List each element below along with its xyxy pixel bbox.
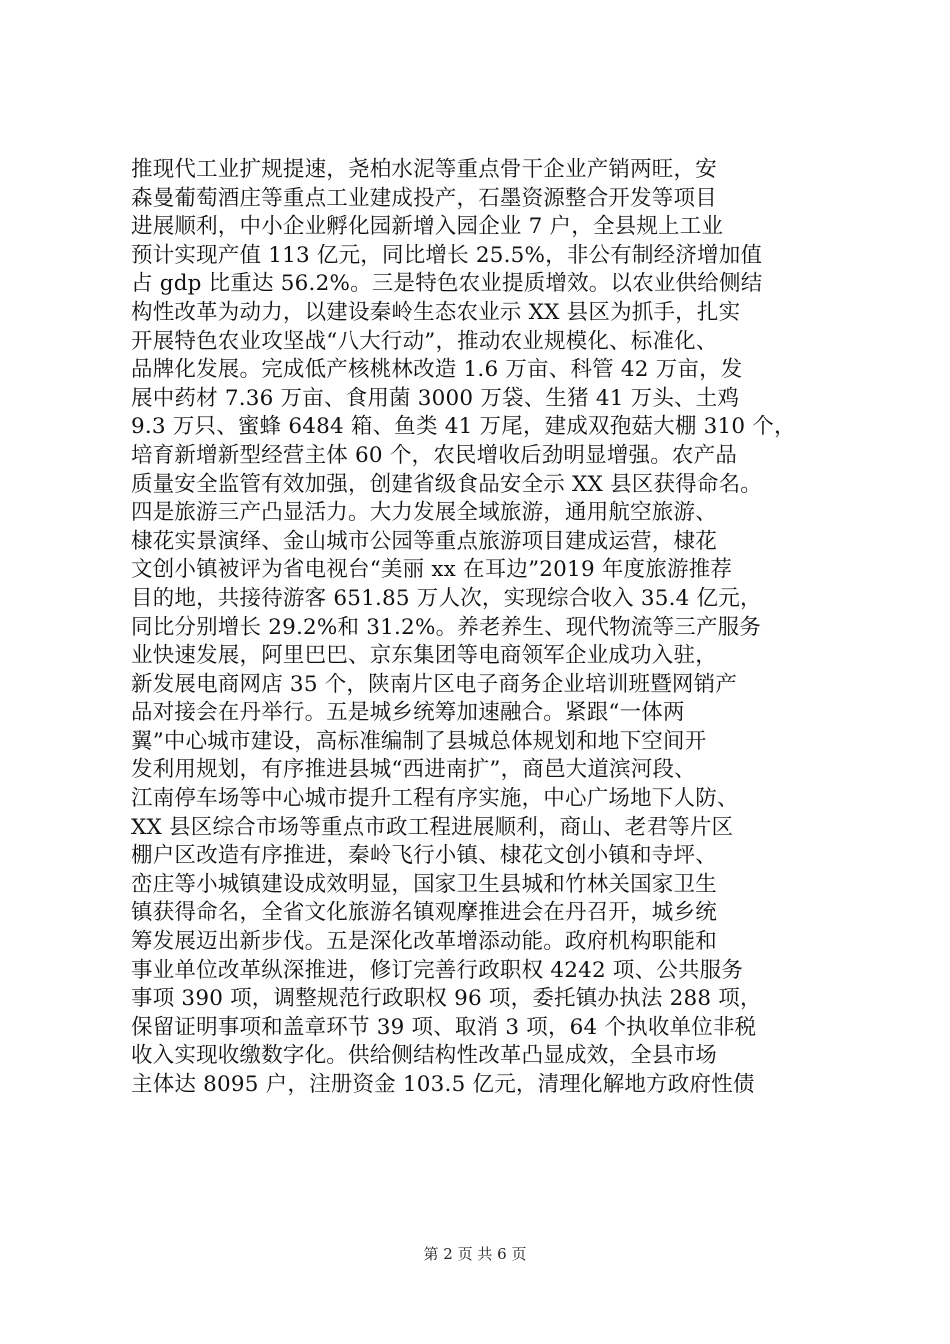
- text-line: 构性改革为动力，以建设秦岭生态农业示 XX 县区为抓手，扎实: [131, 299, 741, 325]
- page-footer: 第 2 页 共 6 页: [423, 1245, 527, 1263]
- text-line: 进展顺利，中小企业孵化园新增入园企业 7 户，全县规上工业: [131, 214, 724, 240]
- text-line: XX 县区综合市场等重点市政工程进展顺利，商山、老君等片区: [131, 814, 734, 840]
- text-line: 同比分别增长 29.2%和 31.2%。养老养生、现代物流等三产服务: [131, 614, 762, 640]
- text-line: 新发展电商网店 35 个，陕南片区电子商务企业培训班暨网销产: [131, 671, 738, 697]
- text-line: 开展特色农业攻坚战“八大行动”，推动农业规模化、标准化、: [131, 328, 718, 354]
- text-line: 业快速发展，阿里巴巴、京东集团等电商领军企业成功入驻，: [131, 643, 717, 669]
- text-line: 峦庄等小城镇建设成效明显，国家卫生县城和竹林关国家卫生: [131, 871, 717, 897]
- text-line: 主体达 8095 户，注册资金 103.5 亿元，清理化解地方政府性债: [131, 1072, 755, 1097]
- text-line: 推现代工业扩规提速，尧柏水泥等重点骨干企业产销两旺，安: [131, 157, 717, 182]
- body-text: [131, 156, 831, 1100]
- text-line: 翼”中心城市建设，高标准编制了县城总体规划和地下空间开: [131, 728, 707, 754]
- text-line: 目的地，共接待游客 651.85 万人次，实现综合收入 35.4 亿元，: [131, 585, 762, 611]
- text-line: 培育新增新型经营主体 60 个，农民增收后劲明显增强。农产品: [131, 442, 738, 468]
- text-line: 收入实现收缴数字化。供给侧结构性改革凸显成效，全县市场: [131, 1043, 717, 1069]
- text-line: 筹发展迈出新步伐。五是深化改革增添动能。政府机构职能和: [131, 929, 717, 955]
- text-line: 棣花实景演绎、金山城市公园等重点旅游项目建成运营，棣花: [131, 528, 717, 554]
- text-line: 预计实现产值 113 亿元，同比增长 25.5%，非公有制经济增加值: [131, 242, 763, 268]
- text-line: 事业单位改革纵深推进，修订完善行政职权 4242 项、公共服务: [131, 957, 744, 983]
- text-line: 品牌化发展。完成低产核桃林改造 1.6 万亩、科管 42 万亩，发: [131, 357, 743, 383]
- text-line: 保留证明事项和盖章环节 39 项、取消 3 项，64 个执收单位非税: [131, 1014, 757, 1040]
- text-line: 镇获得命名，全省文化旅游名镇观摩推进会在丹召开，城乡统: [131, 900, 717, 926]
- text-line: 展中药材 7.36 万亩、食用菌 3000 万袋、生猪 41 万头、土鸡: [131, 385, 740, 411]
- text-line: 发利用规划，有序推进县城“西进南扩”，商邑大道滨河段、: [131, 757, 696, 783]
- text-line: 江南停车场等中心城市提升工程有序实施，中心广场地下人防、: [131, 786, 739, 812]
- text-line: 事项 390 项，调整规范行政职权 96 项，委托镇办执法 288 项，: [131, 986, 762, 1012]
- text-line: 品对接会在丹举行。五是城乡统筹加速融合。紧跟“一体两: [131, 700, 685, 726]
- text-line: 占 gdp 比重达 56.2%。三是特色农业提质增效。以农业供给侧结: [131, 271, 763, 297]
- text-line: 文创小镇被评为省电视台“美丽 xx 在耳边”2019 年度旅游推荐: [131, 557, 733, 583]
- text-line: 质量安全监管有效加强，创建省级食品安全示 XX 县区获得命名。: [131, 471, 762, 497]
- text-line: 9.3 万只、蜜蜂 6484 箱、鱼类 41 万尾，建成双孢菇大棚 310 个，: [131, 414, 796, 440]
- text-line: 森曼葡萄酒庄等重点工业建成投产，石墨资源整合开发等项目: [131, 185, 717, 211]
- text-line: 棚户区改造有序推进，秦岭飞行小镇、棣花文创小镇和寺坪、: [131, 843, 717, 869]
- text-line: 四是旅游三产凸显活力。大力发展全域旅游，通用航空旅游、: [131, 500, 717, 526]
